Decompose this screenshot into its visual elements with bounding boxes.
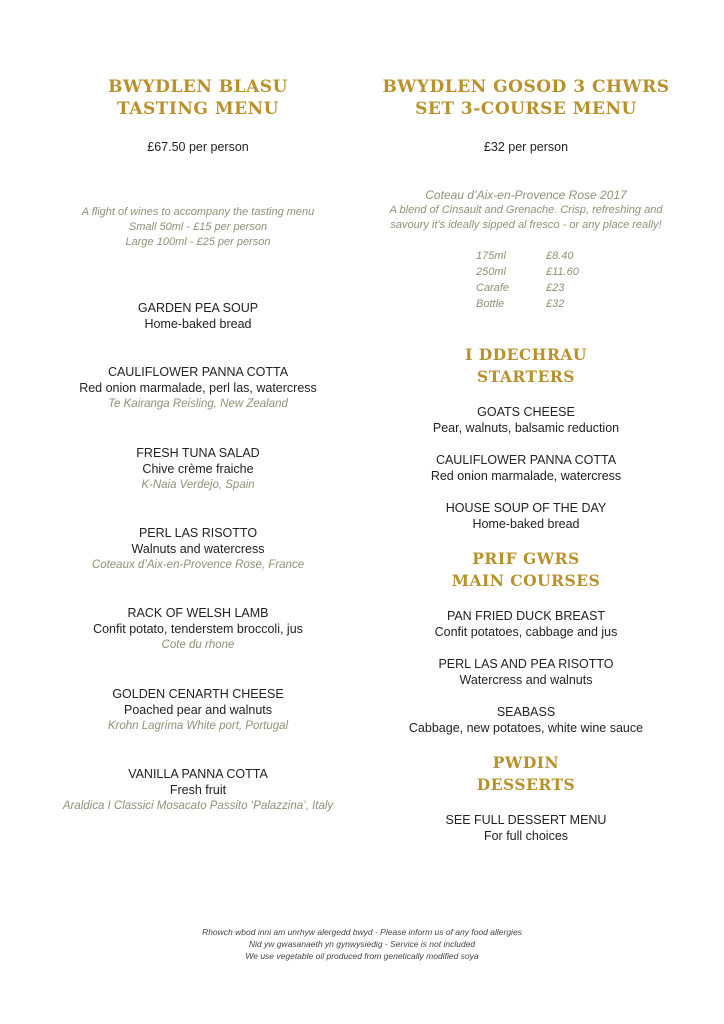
dish-description: Fresh fruit <box>169 783 227 797</box>
featured-wine <box>366 188 686 233</box>
tasting-dish <box>38 766 358 814</box>
dish-name: PERL LAS AND PEA RISOTTO <box>438 657 614 671</box>
desserts-heading <box>366 752 686 796</box>
dish-description: Pear, walnuts, balsamic reduction <box>432 421 620 435</box>
featured-wine-name: Coteau d’Aix-en-Provence Rose 2017 <box>425 188 627 202</box>
wine-pairing: Araldica I Classici Mosacato Passito ‘Palazzina’, Italy <box>62 800 334 812</box>
dish-name: SEE FULL DESSERT MENU <box>445 813 607 827</box>
set-menu-title <box>366 76 686 120</box>
mains-title-english: MAIN COURSES <box>451 571 601 590</box>
wine-size: 250ml <box>476 266 506 278</box>
dish-description: Confit potato, tenderstem broccoli, jus <box>93 622 303 636</box>
dish-description: Walnuts and watercress <box>131 542 265 556</box>
wine-price: £8.40 <box>546 250 574 262</box>
wine-size: Bottle <box>476 298 505 310</box>
dish-description: Cabbage, new potatoes, white wine sauce <box>408 721 644 735</box>
wine-pairing: K-Naia Verdejo, Spain <box>141 479 255 491</box>
dish-description: Confit potatoes, cabbage and jus <box>434 625 618 639</box>
set-price: £32 per person <box>483 140 569 154</box>
dish-description: Home-baked bread <box>472 517 580 531</box>
starters-title-welsh: I DDECHRAU <box>465 345 587 364</box>
dish-name: CAULIFLOWER PANNA COTTA <box>435 453 617 467</box>
wine-price-row <box>476 280 579 296</box>
dish-name: PAN FRIED DUCK BREAST <box>446 609 606 623</box>
wine-price: £23 <box>546 282 565 294</box>
wine-price-row <box>476 248 579 264</box>
starters-title-english: STARTERS <box>477 367 575 386</box>
set-title-english: SET 3-COURSE MENU <box>415 99 637 119</box>
wine-size: 175ml <box>476 250 506 262</box>
dish-name: GOLDEN CENARTH CHEESE <box>112 687 284 701</box>
wine-size: Carafe <box>476 282 510 294</box>
dish-description: For full choices <box>483 829 569 843</box>
set-dish <box>366 656 686 688</box>
desserts-title-english: DESSERTS <box>476 775 576 794</box>
dish-name: RACK OF WELSH LAMB <box>127 606 269 620</box>
tasting-menu-title <box>38 76 358 120</box>
tasting-dish <box>38 605 358 653</box>
desserts-title-welsh: PWDIN <box>492 753 560 772</box>
wine-flight-line: Large 100ml - £25 per person <box>125 236 271 248</box>
tasting-title-welsh: BWYDLEN BLASU <box>108 77 288 97</box>
set-dish <box>366 404 686 436</box>
tasting-price: £67.50 per person <box>147 140 249 154</box>
dish-name: GOATS CHEESE <box>477 405 575 419</box>
set-dish <box>366 608 686 640</box>
dish-description: Watercress and walnuts <box>459 673 593 687</box>
wine-price: £11.60 <box>546 266 579 278</box>
dish-description: Chive crème fraiche <box>142 462 254 476</box>
dish-name: CAULIFLOWER PANNA COTTA <box>107 365 289 379</box>
wine-price-list <box>476 248 579 312</box>
wine-price-row <box>476 296 579 312</box>
wine-flight-line: Small 50ml - £15 per person <box>128 221 268 233</box>
set-dish <box>366 704 686 736</box>
footer-notes <box>0 926 724 962</box>
dish-description: Red onion marmalade, perl las, watercress <box>79 381 317 395</box>
set-dish <box>366 500 686 532</box>
set-dish <box>366 812 686 844</box>
dish-name: GARDEN PEA SOUP <box>137 301 259 315</box>
dish-description: Poached pear and walnuts <box>123 703 273 717</box>
featured-wine-description: A blend of Cinsault and Grenache. Crisp, refreshing and <box>389 204 663 216</box>
allergy-note: Rhowch wbod inni am unrhyw alergedd bwyd - Please inform us of any food allergies <box>202 927 522 937</box>
dish-description: Home-baked bread <box>144 317 252 331</box>
wine-flight-note <box>38 205 358 250</box>
wine-price-row <box>476 264 579 280</box>
wine-price: £32 <box>546 298 565 310</box>
dish-name: SEABASS <box>496 705 556 719</box>
set-dish <box>366 452 686 484</box>
dish-description: Red onion marmalade, watercress <box>430 469 622 483</box>
mains-heading <box>366 548 686 592</box>
tasting-dish <box>38 445 358 493</box>
wine-pairing: Krohn Lagrima White port, Portugal <box>107 720 289 732</box>
mains-title-welsh: PRIF GWRS <box>472 549 580 568</box>
dish-name: VANILLA PANNA COTTA <box>128 767 268 781</box>
set-title-welsh: BWYDLEN GOSOD 3 CHWRS <box>382 77 670 97</box>
wine-flight-line: A flight of wines to accompany the tasting menu <box>81 206 315 218</box>
featured-wine-description: savoury it’s ideally sipped al fresco - or any place really! <box>390 219 662 231</box>
tasting-dish <box>38 300 358 332</box>
tasting-dish <box>38 686 358 734</box>
wine-pairing: Cote du rhone <box>161 639 235 651</box>
oil-note: We use vegetable oil produced from genetically modified soya <box>245 951 479 961</box>
starters-heading <box>366 344 686 388</box>
tasting-dish <box>38 525 358 573</box>
dish-name: HOUSE SOUP OF THE DAY <box>445 501 607 515</box>
service-note: Nid yw gwasanaeth yn gynwysiedig - Service is not included <box>248 939 476 949</box>
wine-pairing: Te Kairanga Reisling, New Zealand <box>108 398 288 410</box>
tasting-dish <box>38 364 358 412</box>
dish-name: PERL LAS RISOTTO <box>138 526 258 540</box>
dish-name: FRESH TUNA SALAD <box>136 446 260 460</box>
wine-pairing: Coteaux d’Aix-en-Provence Rose, France <box>91 559 305 571</box>
tasting-title-english: TASTING MENU <box>117 99 279 119</box>
